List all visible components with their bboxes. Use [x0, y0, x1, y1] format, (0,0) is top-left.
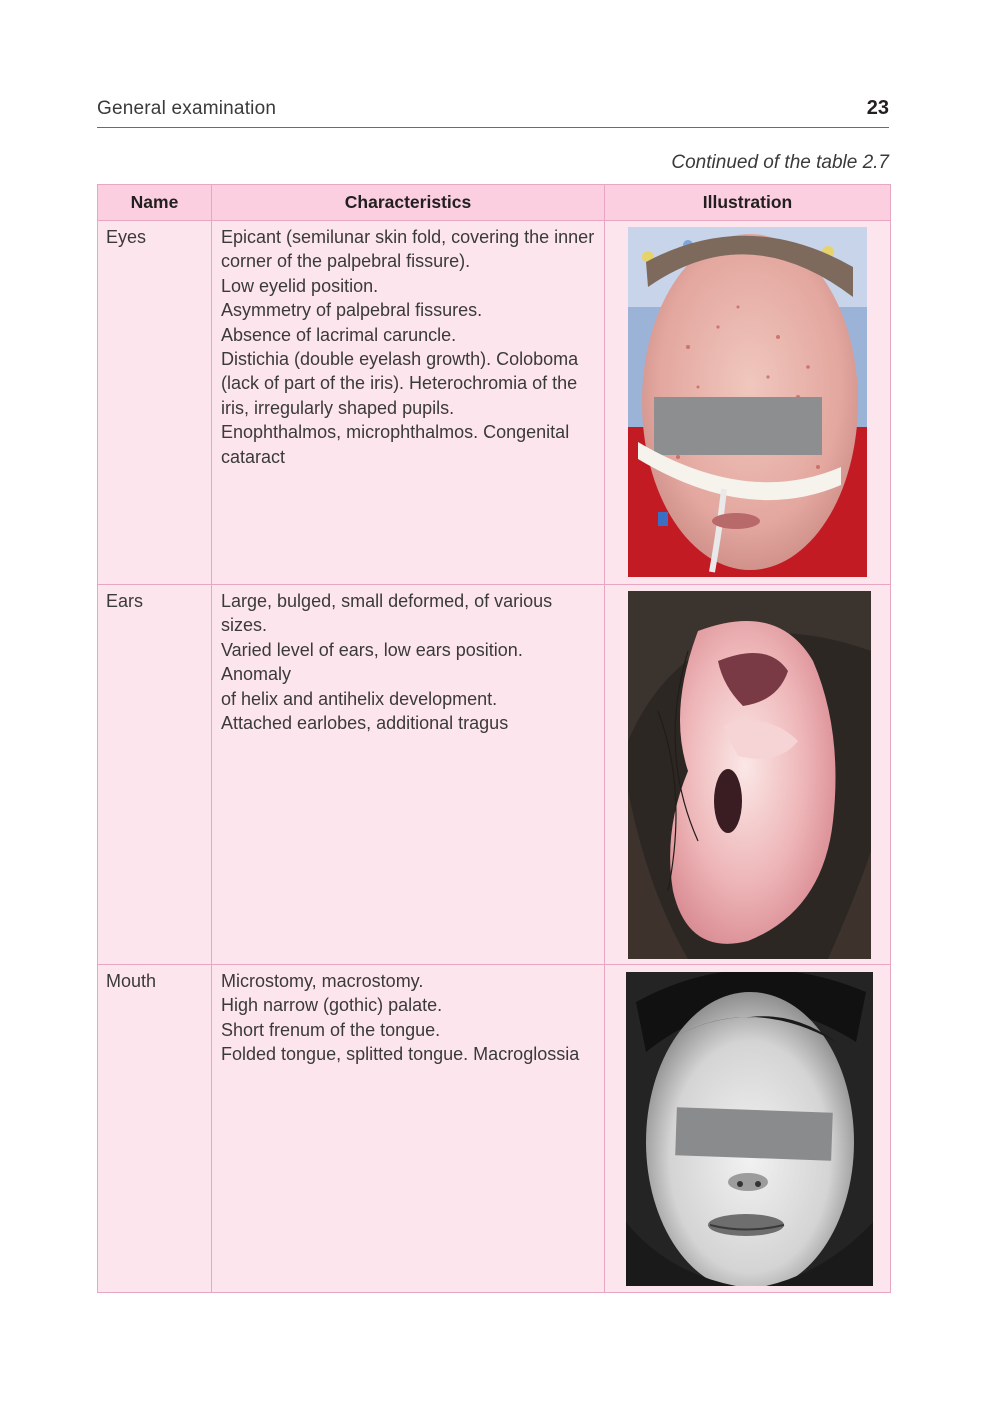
row-name-eyes: Eyes — [98, 221, 212, 585]
running-title: General examination — [97, 98, 277, 119]
running-header — [97, 96, 889, 128]
page-number: 23 — [866, 97, 889, 119]
characteristic-line: Epicant (semilunar skin fold, covering the inner — [221, 227, 595, 247]
table-header-row — [98, 185, 891, 221]
characteristic-line: Short frenum of the tongue. — [221, 1019, 441, 1040]
characteristic-line: Low eyelid position. — [221, 275, 379, 296]
ear-photo — [628, 591, 871, 959]
characteristic-line: (lack of part of the iris). Heterochromia of the — [221, 373, 578, 394]
characteristic-line: Distichia (double eyelash growth). Coloboma — [221, 349, 579, 370]
row-characteristics-mouth — [212, 965, 605, 1293]
characteristic-line: Microstomy, macrostomy. — [221, 971, 424, 991]
row-illustration-mouth — [605, 965, 891, 1293]
column-header-illustration: Illustration — [605, 185, 891, 221]
characteristic-line: High narrow (gothic) palate. — [221, 995, 443, 1016]
characteristic-line: Large, bulged, small deformed, of various — [221, 591, 553, 611]
row-name-mouth: Mouth — [98, 965, 212, 1293]
row-illustration-ears — [605, 585, 891, 965]
characteristic-line: Folded tongue, splitted tongue. Macroglossia — [221, 1044, 580, 1065]
characteristic-line: iris, irregularly shaped pupils. — [221, 397, 455, 418]
infant-face-photo — [628, 227, 867, 577]
table-row — [98, 585, 891, 965]
characteristic-line: cataract — [221, 446, 286, 467]
characteristics-table — [97, 184, 891, 1293]
row-name-ears: Ears — [98, 585, 212, 965]
characteristic-line: Enophthalmos, microphthalmos. Congenital — [221, 422, 570, 443]
characteristic-line: Absence of lacrimal caruncle. — [221, 324, 457, 345]
characteristic-line: Asymmetry of palpebral fissures. — [221, 300, 483, 321]
table-row — [98, 221, 891, 585]
characteristic-line: of helix and antihelix development. — [221, 688, 498, 709]
row-characteristics-ears — [212, 585, 605, 965]
column-header-name: Name — [98, 185, 212, 221]
child-face-bw-photo — [626, 972, 873, 1286]
characteristic-line: Attached earlobes, additional tragus — [221, 713, 509, 734]
characteristic-line: sizes. — [221, 615, 268, 636]
column-header-characteristics: Characteristics — [212, 185, 605, 221]
row-illustration-eyes — [605, 221, 891, 585]
table-row — [98, 965, 891, 1293]
characteristic-line: Varied level of ears, low ears position. Anomaly — [221, 639, 523, 685]
row-characteristics-eyes — [212, 221, 605, 585]
characteristic-line: corner of the palpebral fissure). — [221, 251, 471, 272]
table-caption: Continued of the table 2.7 — [671, 152, 889, 173]
